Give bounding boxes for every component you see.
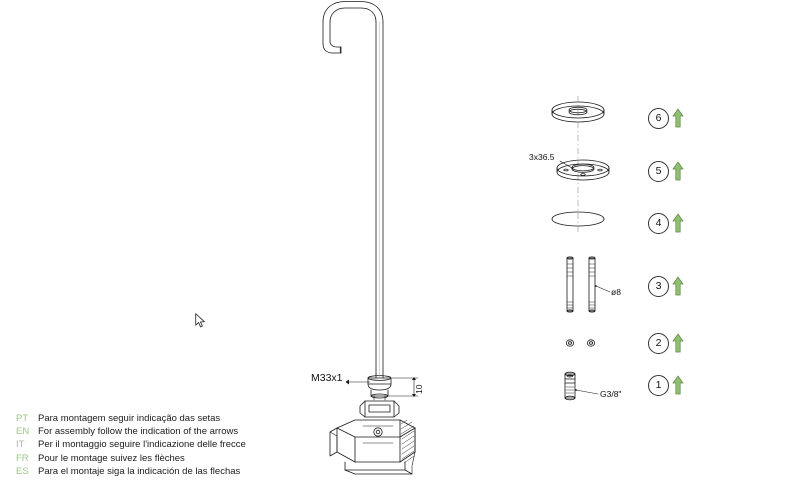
callout-bubble-1[interactable]: 1 xyxy=(648,375,669,396)
callout-bubble-3[interactable]: 3 xyxy=(648,276,669,297)
legend-row-es xyxy=(16,465,346,478)
part-3-threaded-rods xyxy=(567,257,610,312)
legend-text-en: For assembly follow the indication of the arrows xyxy=(38,426,239,438)
dim-label-g38: G3/8" xyxy=(600,389,622,399)
legend-text-es: Para el montaje siga la indicación de las flechas xyxy=(38,465,241,477)
legend-row-it xyxy=(16,438,346,451)
up-arrow-icon-5 xyxy=(672,161,684,181)
callout-bubble-4[interactable]: 4 xyxy=(648,213,669,234)
legend-text-pt: Para montagem seguir indicação das setas xyxy=(38,413,221,424)
up-arrow-icon-3 xyxy=(672,276,684,296)
part-2-small-nuts xyxy=(566,340,594,346)
legend-row-fr xyxy=(16,452,346,465)
up-arrow-icon-2 xyxy=(672,333,684,353)
callout-bubble-5[interactable]: 5 xyxy=(648,161,669,182)
legend-code-it: IT xyxy=(16,439,25,451)
callout-bubble-2[interactable]: 2 xyxy=(648,333,669,354)
legend-text-fr: Pour le montage suivez les flèches xyxy=(38,452,185,464)
mouse-pointer-icon xyxy=(195,313,206,328)
legend-row-pt xyxy=(16,412,346,425)
legend-text-it: Per il montaggio seguire l'indicazione delle frecce xyxy=(38,439,246,451)
assembly-instruction-legend xyxy=(16,412,346,478)
dim-label-height-10: 10 xyxy=(414,384,424,394)
up-arrow-icon-4 xyxy=(672,213,684,233)
dim-label-3x36: 3x36.5 xyxy=(529,152,555,162)
legend-code-fr: FR xyxy=(16,452,29,464)
legend-row-en xyxy=(16,425,346,438)
dim-label-rod-diameter: ø8 xyxy=(611,287,621,297)
riser-pipe xyxy=(323,2,383,379)
up-arrow-icon-6 xyxy=(672,108,684,128)
riser-base-block xyxy=(368,376,391,400)
callout-bubble-6[interactable]: 6 xyxy=(648,108,669,129)
up-arrow-icon-1 xyxy=(672,375,684,395)
part-1-connector-fitting xyxy=(565,372,598,400)
part-5-flange-plate xyxy=(557,160,609,180)
legend-code-pt: PT xyxy=(16,413,29,424)
dim-label-m33x1: M33x1 xyxy=(311,372,343,384)
legend-code-es: ES xyxy=(16,465,29,477)
legend-code-en: EN xyxy=(16,426,30,438)
